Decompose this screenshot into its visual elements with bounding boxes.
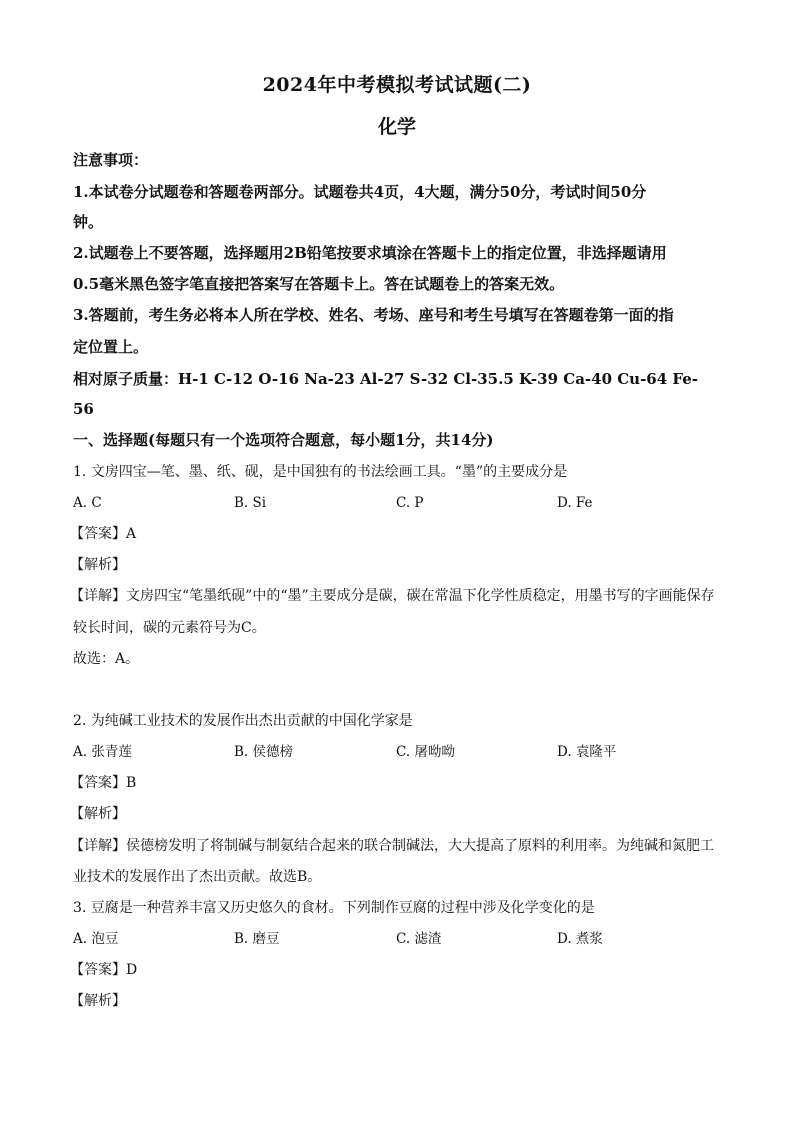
q2-analysis: 【解析】 (70, 806, 126, 822)
q1-detail-line-1: 【详解】文房四宝“笔墨纸砚”中的“墨”主要成分是碳，碳在常温下化学性质稳定，用墨书写的字画能保存 (70, 588, 715, 604)
subject-title: 化学 (377, 116, 416, 138)
q2-option-a: A. 张青莲 (73, 744, 132, 760)
exam-title: 2024年中考模拟考试试题(二) (262, 74, 532, 96)
q3-stem: 3. 豆腐是一种营养丰富又历史悠久的食材。下列制作豆腐的过程中涉及化学变化的是 (73, 900, 595, 916)
q2-option-d: D. 袁隆平 (557, 744, 617, 760)
q2-detail-line-1: 【详解】侯德榜发明了将制碱与制氨结合起来的联合制碱法，大大提高了原料的利用率。为纯碱和氮肥工 (70, 838, 714, 854)
section-heading: 一、选择题(每题只有一个选项符合题意，每小题1分，共14分) (73, 431, 494, 449)
q3-option-a: A. 泡豆 (73, 931, 119, 947)
q1-option-d: D. Fe (557, 495, 593, 511)
q1-detail-line-2: 较长时间，碳的元素符号为C。 (73, 620, 266, 636)
q1-answer: 【答案】A (70, 526, 137, 542)
q1-option-b: B. Si (234, 495, 267, 511)
q1-option-c: C. P (396, 495, 424, 511)
q3-option-c: C. 滤渣 (396, 931, 442, 947)
q2-answer: 【答案】B (70, 775, 137, 791)
q2-option-b: B. 侯德榜 (234, 744, 294, 760)
q2-stem: 2. 为纯碱工业技术的发展作出杰出贡献的中国化学家是 (73, 713, 413, 729)
q3-option-b: B. 磨豆 (234, 931, 280, 947)
notice-item-1-line-2: 钟。 (73, 213, 104, 231)
atomic-mass-line-2: 56 (73, 400, 94, 418)
q3-analysis: 【解析】 (70, 993, 126, 1009)
atomic-mass-line-1: 相对原子质量：H-1 C-12 O-16 Na-23 Al-27 S-32 Cl-35.5 K-39 Ca-40 Cu-64 Fe- (73, 370, 698, 388)
q2-option-c: C. 屠呦呦 (396, 744, 455, 760)
notice-item-1-line-1: 1.本试卷分试题卷和答题卷两部分。试题卷共4页，4大题，满分50分，考试时间50分 (73, 183, 647, 201)
q3-option-d: D. 煮浆 (557, 931, 603, 947)
q1-option-a: A. C (73, 495, 102, 511)
q2-detail-line-2: 业技术的发展作出了杰出贡献。故选B。 (73, 869, 322, 885)
notice-item-3-line-2: 定位置上。 (73, 338, 149, 356)
notice-item-2-line-1: 2.试题卷上不要答题，选择题用2B铅笔按要求填涂在答题卡上的指定位置，非选择题请用 (73, 244, 667, 262)
q3-answer: 【答案】D (70, 962, 138, 978)
notice-item-2-line-2: 0.5毫米黑色签字笔直接把答案写在答题卡上。答在试题卷上的答案无效。 (73, 275, 565, 293)
notice-item-3-line-1: 3.答题前，考生务必将本人所在学校、姓名、考场、座号和考生号填写在答题卷第一面的指 (73, 306, 674, 324)
q1-conclusion: 故选：A。 (73, 651, 140, 667)
notice-heading: 注意事项： (73, 151, 149, 169)
q1-stem: 1. 文房四宝—笔、墨、纸、砚，是中国独有的书法绘画工具。“墨”的主要成分是 (73, 464, 568, 480)
q1-analysis: 【解析】 (70, 557, 126, 573)
